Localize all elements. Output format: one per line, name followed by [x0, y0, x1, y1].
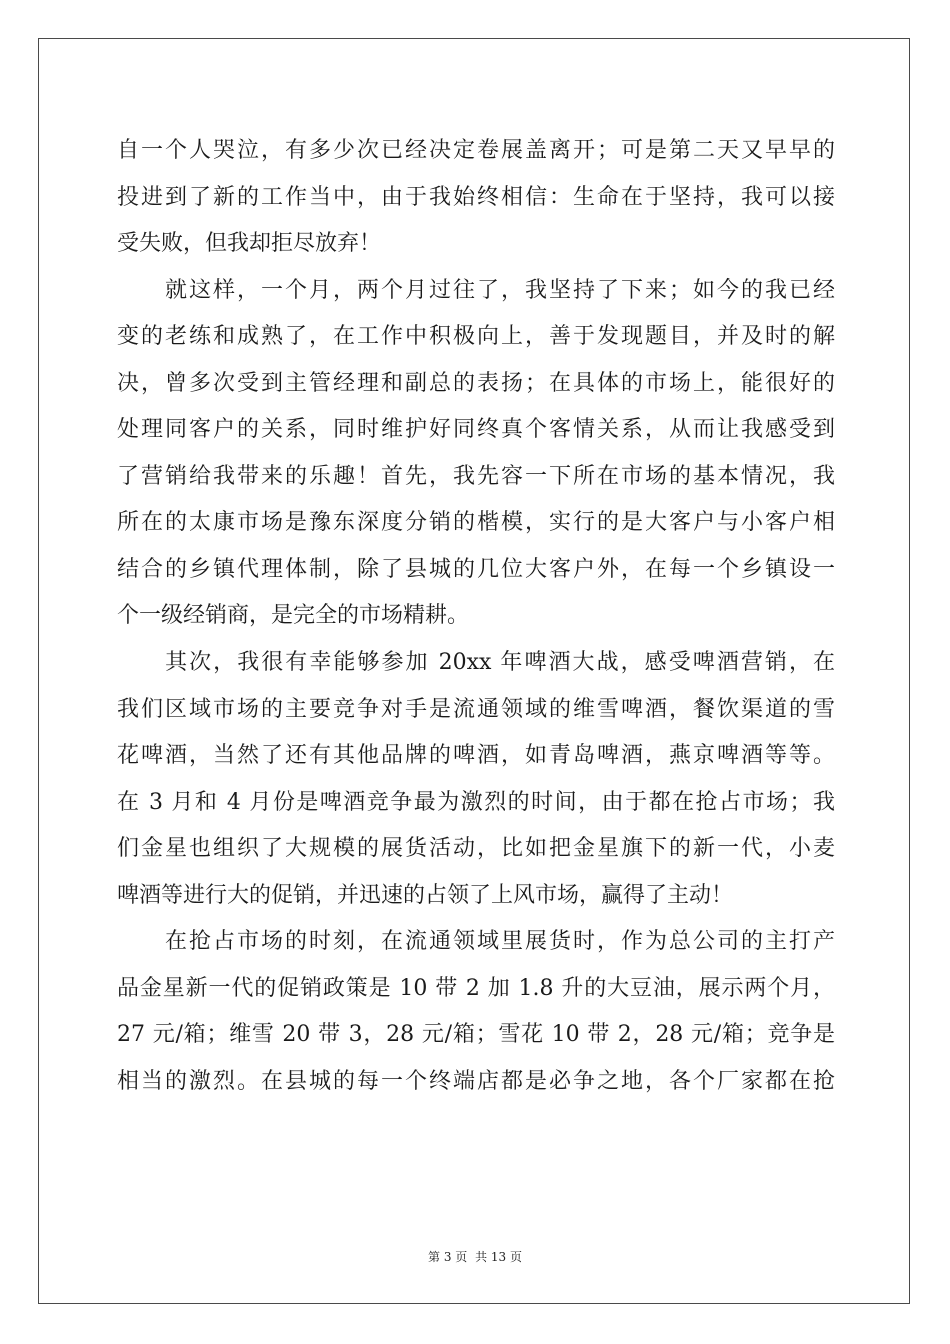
text-line: 结合的乡镇代理体制，除了县城的几位大客户外，在每一个乡镇设一	[117, 556, 835, 582]
text-line: 个一级经销商，是完全的市场精耕。	[117, 603, 470, 629]
text-line: 我们区域市场的主要竞争对手是流通领域的维雪啤酒，餐饮渠道的雪	[117, 696, 835, 722]
text-line: 处理同客户的关系，同时维护好同终真个客情关系，从而让我感受到	[117, 417, 835, 443]
text-line: 花啤酒，当然了还有其他品牌的啤酒，如青岛啤酒，燕京啤酒等等。	[117, 743, 835, 769]
text-line: 就这样，一个月，两个月过往了，我坚持了下来；如今的我已经	[117, 277, 835, 303]
text-line: 了营销给我带来的乐趣！首先，我先容一下所在市场的基本情况，我	[117, 463, 835, 489]
text-line: 所在的太康市场是豫东深度分销的楷模，实行的是大客户与小客户相	[117, 510, 835, 536]
text-line: 决，曾多次受到主管经理和副总的表扬；在具体的市场上，能很好的	[117, 370, 835, 396]
text-line: 自一个人哭泣，有多少次已经决定卷展盖离开；可是第二天又早早的	[117, 138, 835, 163]
page-footer	[0, 1248, 950, 1265]
text-line: 变的老练和成熟了，在工作中积极向上，善于发现题目，并及时的解	[117, 324, 835, 350]
text-line: 们金星也组织了大规模的展货活动，比如把金星旗下的新一代，小麦	[117, 836, 835, 862]
document-body	[117, 128, 835, 1105]
text-line: 啤酒等进行大的促销，并迅速的占领了上风市场，赢得了主动！	[117, 882, 734, 908]
text-line: 在 3 月和 4 月份是啤酒竞争最为激烈的时间，由于都在抢占市场；我	[117, 789, 835, 815]
page-number: 第 3 页	[428, 1250, 468, 1264]
text-line: 27 元/箱；维雪 20 带 3，28 元/箱；雪花 10 带 2，28 元/箱；竞争是	[117, 1022, 835, 1048]
text-line: 品金星新一代的促销政策是 10 带 2 加 1.8 升的大豆油，展示两个月，	[117, 975, 835, 1001]
text-line: 在抢占市场的时刻，在流通领域里展货时，作为总公司的主打产	[117, 929, 835, 955]
text-line: 相当的激烈。在县城的每一个终端店都是必争之地，各个厂家都在抢	[117, 1068, 835, 1094]
text-line: 其次，我很有幸能够参加 20xx 年啤酒大战，感受啤酒营销，在	[117, 650, 835, 676]
text-line: 投进到了新的工作当中，由于我始终相信：生命在于坚持，我可以接	[117, 184, 835, 210]
total-pages: 共 13 页	[475, 1250, 522, 1264]
text-line: 受失败，但我却拒尽放弃！	[117, 231, 382, 257]
